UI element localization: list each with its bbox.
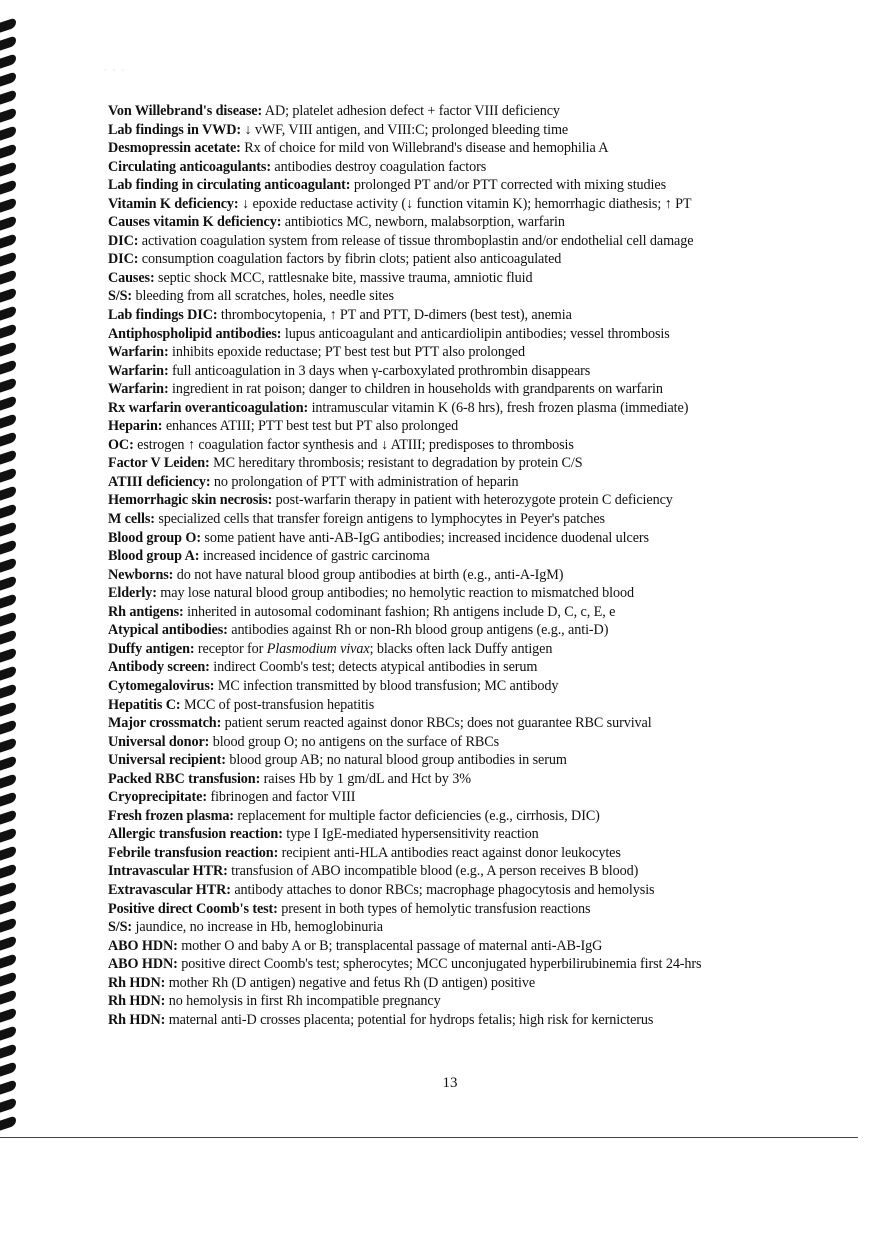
note-line: [108, 621, 808, 640]
binding-ring: [0, 1043, 16, 1058]
binding-ring: [0, 161, 16, 176]
note-line: [108, 788, 808, 807]
note-definition: MC infection transmitted by blood transfusion; MC antibody: [214, 677, 559, 694]
faint-mark: · · ·: [104, 66, 126, 75]
note-line: [108, 287, 808, 306]
note-term: Factor V Leiden:: [108, 455, 210, 472]
note-line: [108, 918, 808, 937]
note-line: [108, 974, 808, 993]
note-term: Warfarin:: [108, 362, 169, 379]
note-line: [108, 195, 808, 214]
note-line: [108, 121, 808, 140]
note-term: Hepatitis C:: [108, 696, 181, 713]
binding-ring: [0, 251, 16, 266]
note-line: [108, 399, 808, 418]
binding-ring: [0, 233, 16, 248]
note-line: [108, 900, 808, 919]
binding-ring: [0, 575, 16, 590]
binding-ring: [0, 683, 16, 698]
note-term: Rh HDN:: [108, 993, 166, 1010]
note-definition: septic shock MCC, rattlesnake bite, massive trauma, amniotic fluid: [154, 269, 533, 286]
note-definition: bleeding from all scratches, holes, needle sites: [132, 288, 394, 305]
note-line: [108, 751, 808, 770]
note-definition: full anticoagulation in 3 days when γ-carboxylated prothrombin disappears: [168, 362, 591, 379]
note-term: Major crossmatch:: [108, 715, 222, 732]
note-term: Hemorrhagic skin necrosis:: [108, 492, 273, 509]
note-line: [108, 491, 808, 510]
note-term: Lab finding in circulating anticoagulant:: [108, 177, 351, 194]
note-definition: blood group AB; no natural blood group antibodies in serum: [225, 752, 567, 769]
note-definition: consumption coagulation factors by fibrin clots; patient also anticoagulated: [138, 251, 562, 268]
note-term: Rh HDN:: [108, 974, 166, 991]
note-definition: MCC of post-transfusion hepatitis: [180, 696, 375, 713]
note-term: Elderly:: [108, 585, 157, 602]
binding-ring: [0, 1097, 16, 1112]
note-definition: post-warfarin therapy in patient with heterozygote protein C deficiency: [272, 492, 673, 509]
note-line: [108, 510, 808, 529]
note-term: Warfarin:: [108, 381, 169, 398]
note-definition: no prolongation of PTT with administration of heparin: [210, 473, 519, 490]
note-definition: Rx of choice for mild von Willebrand's disease and hemophilia A: [240, 140, 609, 157]
note-definition: inherited in autosomal codominant fashion; Rh antigens include D, C, c, E, e: [183, 603, 616, 620]
note-term: Intravascular HTR:: [108, 863, 228, 880]
note-definition: mother Rh (D antigen) negative and fetus Rh (D antigen) positive: [165, 974, 536, 991]
note-term: Allergic transfusion reaction:: [108, 826, 283, 843]
note-term: Warfarin:: [108, 344, 169, 361]
note-line: [108, 955, 808, 974]
note-term: Extravascular HTR:: [108, 881, 231, 898]
binding-ring: [0, 1007, 16, 1022]
note-line: [108, 1011, 808, 1030]
note-line: [108, 603, 808, 622]
note-definition: some patient have anti-AB-IgG antibodies; increased incidence duodenal ulcers: [200, 529, 649, 546]
note-term: Antibody screen:: [108, 659, 210, 676]
note-definition-italic: Plasmodium vivax: [266, 640, 370, 657]
note-line: [108, 696, 808, 715]
binding-ring: [0, 557, 16, 572]
note-term: Heparin:: [108, 418, 163, 435]
note-line: [108, 529, 808, 548]
binding-ring: [0, 989, 16, 1004]
note-line: [108, 677, 808, 696]
note-definition: antibiotics MC, newborn, malabsorption, warfarin: [281, 214, 565, 231]
binding-ring: [0, 125, 16, 140]
note-definition: positive direct Coomb's test; spherocytes; MCC unconjugated hyperbilirubinemia first 24-hrs: [177, 956, 702, 973]
binding-ring: [0, 773, 16, 788]
note-definition: transfusion of ABO incompatible blood (e.g., A person receives B blood): [227, 863, 639, 880]
note-definition: jaundice, no increase in Hb, hemoglobinuria: [132, 919, 383, 936]
note-line: [108, 807, 808, 826]
binding-ring: [0, 449, 16, 464]
binding-ring: [0, 485, 16, 500]
note-term: Causes vitamin K deficiency:: [108, 214, 282, 231]
note-term: Blood group O:: [108, 529, 201, 546]
note-definition: antibodies against Rh or non-Rh blood group antigens (e.g., anti-D): [227, 622, 609, 639]
note-line: [108, 844, 808, 863]
binding-ring: [0, 179, 16, 194]
note-definition: indirect Coomb's test; detects atypical antibodies in serum: [209, 659, 538, 676]
note-line: [108, 825, 808, 844]
note-line: [108, 714, 808, 733]
note-definition: ↓ vWF, VIII antigen, and VIII:C; prolonged bleeding time: [240, 121, 569, 138]
note-line: [108, 158, 808, 177]
binding-ring: [0, 629, 16, 644]
note-term: Vitamin K deficiency:: [108, 195, 239, 212]
binding-ring: [0, 611, 16, 626]
binding-ring: [0, 1115, 16, 1130]
note-definition: increased incidence of gastric carcinoma: [199, 548, 430, 565]
binding-ring: [0, 971, 16, 986]
binding-ring: [0, 701, 16, 716]
note-definition: antibodies destroy coagulation factors: [270, 158, 487, 175]
note-term: Rh HDN:: [108, 1011, 166, 1028]
binding-ring: [0, 287, 16, 302]
binding-ring: [0, 737, 16, 752]
binding-ring: [0, 107, 16, 122]
note-line: [108, 566, 808, 585]
note-term: Desmopressin acetate:: [108, 140, 241, 157]
binding-ring: [0, 269, 16, 284]
binding-ring: [0, 935, 16, 950]
binding-ring: [0, 791, 16, 806]
note-definition: do not have natural blood group antibodies at birth (e.g., anti-A-IgM): [173, 566, 564, 583]
note-term: Rh antigens:: [108, 603, 184, 620]
binding-ring: [0, 953, 16, 968]
note-definition: estrogen ↑ coagulation factor synthesis and ↓ ATIII; predisposes to thrombosis: [133, 436, 574, 453]
binding-ring: [0, 89, 16, 104]
page-number: 13: [442, 1075, 458, 1091]
note-term: ABO HDN:: [108, 956, 178, 973]
binding-ring: [0, 215, 16, 230]
note-line: [108, 139, 808, 158]
note-definition: activation coagulation system from release of tissue thromboplastin and/or endothelial cell damage: [138, 232, 694, 249]
note-term: Febrile transfusion reaction:: [108, 844, 279, 861]
note-term: DIC:: [108, 251, 139, 268]
note-line: [108, 232, 808, 251]
binding-ring: [0, 809, 16, 824]
note-line: [108, 640, 808, 659]
note-definition: enhances ATIII; PTT best test but PT also prolonged: [162, 418, 459, 435]
note-definition: antibody attaches to donor RBCs; macrophage phagocytosis and hemolysis: [230, 881, 655, 898]
binding-ring: [0, 305, 16, 320]
note-definition: fibrinogen and factor VIII: [207, 789, 356, 806]
binding-ring: [0, 395, 16, 410]
note-term: Cytomegalovirus:: [108, 677, 215, 694]
note-line: [108, 417, 808, 436]
note-definition: patient serum reacted against donor RBCs; does not guarantee RBC survival: [221, 715, 652, 732]
binding-ring: [0, 377, 16, 392]
note-line: [108, 102, 808, 121]
notes-list: [108, 102, 808, 1029]
note-term: Packed RBC transfusion:: [108, 770, 261, 787]
note-definition: raises Hb by 1 gm/dL and Hct by 3%: [260, 770, 471, 787]
binding-ring: [0, 539, 16, 554]
note-term: Universal donor:: [108, 733, 210, 750]
note-line: [108, 584, 808, 603]
note-line: [108, 473, 808, 492]
binding-ring: [0, 467, 16, 482]
note-line: [108, 733, 808, 752]
note-line: [108, 862, 808, 881]
binding-ring: [0, 827, 16, 842]
note-line: [108, 362, 808, 381]
binding-ring: [0, 917, 16, 932]
binding-ring: [0, 845, 16, 860]
note-term: Positive direct Coomb's test:: [108, 900, 278, 917]
binding-ring: [0, 521, 16, 536]
note-line: [108, 213, 808, 232]
note-term: Newborns:: [108, 566, 174, 583]
note-definition: inhibits epoxide reductase; PT best test but PTT also prolonged: [168, 344, 525, 361]
note-definition: blood group O; no antigens on the surface of RBCs: [209, 733, 500, 750]
note-term: S/S:: [108, 288, 133, 305]
note-term: Antiphospholipid antibodies:: [108, 325, 282, 342]
binding-ring: [0, 413, 16, 428]
note-term: Rx warfarin overanticoagulation:: [108, 399, 309, 416]
note-definition: thrombocytopenia, ↑ PT and PTT, D-dimers (best test), anemia: [217, 307, 572, 324]
note-definition: ingredient in rat poison; danger to children in households with grandparents on warfarin: [168, 381, 663, 398]
note-line: [108, 343, 808, 362]
note-term: Circulating anticoagulants:: [108, 158, 271, 175]
binding-ring: [0, 665, 16, 680]
binding-ring: [0, 53, 16, 68]
note-definition: receptor for: [194, 640, 267, 657]
binding-ring: [0, 431, 16, 446]
note-definition: prolonged PT and/or PTT corrected with mixing studies: [350, 177, 667, 194]
note-line: [108, 269, 808, 288]
note-line: [108, 380, 808, 399]
note-definition: MC hereditary thrombosis; resistant to degradation by protein C/S: [209, 455, 583, 472]
note-term: Lab findings in VWD:: [108, 121, 241, 138]
binding-ring: [0, 197, 16, 212]
binding-ring: [0, 647, 16, 662]
note-term: Cryoprecipitate:: [108, 789, 207, 806]
binding-ring: [0, 143, 16, 158]
binding-ring: [0, 863, 16, 878]
note-line: [108, 306, 808, 325]
note-term: Causes:: [108, 269, 155, 286]
note-line: [108, 881, 808, 900]
note-definition: type I IgE-mediated hypersensitivity reaction: [282, 826, 539, 843]
note-line: [108, 250, 808, 269]
binding-ring: [0, 719, 16, 734]
note-term: Duffy antigen:: [108, 640, 195, 657]
note-line: [108, 992, 808, 1011]
note-term: ATIII deficiency:: [108, 473, 211, 490]
note-definition: intramuscular vitamin K (6-8 hrs), fresh frozen plasma (immediate): [308, 399, 689, 416]
note-definition: AD; platelet adhesion defect + factor VIII deficiency: [262, 103, 560, 119]
note-definition: lupus anticoagulant and anticardiolipin antibodies; vessel thrombosis: [281, 325, 670, 342]
binding-ring: [0, 359, 16, 374]
binding-ring: [0, 323, 16, 338]
note-definition: may lose natural blood group antibodies; no hemolytic reaction to mismatched blood: [156, 585, 634, 602]
note-term: OC:: [108, 436, 134, 453]
binding-ring: [0, 503, 16, 518]
binding-ring: [0, 881, 16, 896]
note-definition: recipient anti-HLA antibodies react against donor leukocytes: [278, 844, 621, 861]
note-term: Fresh frozen plasma:: [108, 807, 234, 824]
note-term: Universal recipient:: [108, 752, 226, 769]
note-line: [108, 176, 808, 195]
note-definition: no hemolysis in first Rh incompatible pregnancy: [165, 993, 441, 1010]
note-line: [108, 658, 808, 677]
note-term: Atypical antibodies:: [108, 622, 228, 639]
note-term: M cells:: [108, 511, 155, 528]
binding-ring: [0, 35, 16, 50]
note-definition: maternal anti-D crosses placenta; potential for hydrops fetalis; high risk for kernicterus: [165, 1011, 654, 1028]
binding-ring: [0, 899, 16, 914]
binding-ring: [0, 1025, 16, 1040]
note-term: Blood group A:: [108, 548, 200, 565]
note-definition: present in both types of hemolytic transfusion reactions: [277, 900, 591, 917]
note-definition: mother O and baby A or B; transplacental passage of maternal anti-AB-IgG: [177, 937, 603, 954]
note-term: Von Willebrand's disease:: [108, 103, 263, 119]
note-line: [108, 770, 808, 789]
note-term: Lab findings DIC:: [108, 307, 218, 324]
spiral-binding: [0, 20, 22, 1140]
binding-ring: [0, 755, 16, 770]
note-term: DIC:: [108, 232, 139, 249]
binding-ring: [0, 17, 16, 32]
note-line: [108, 547, 808, 566]
note-definition: ↓ epoxide reductase activity (↓ function vitamin K); hemorrhagic diathesis; ↑ PT: [238, 195, 692, 212]
note-term: ABO HDN:: [108, 937, 178, 954]
binding-ring: [0, 71, 16, 86]
binding-ring: [0, 593, 16, 608]
note-definition: ; blacks often lack Duffy antigen: [369, 640, 553, 657]
note-line: [108, 436, 808, 455]
note-definition: replacement for multiple factor deficiencies (e.g., cirrhosis, DIC): [233, 807, 600, 824]
note-line: [108, 325, 808, 344]
note-term: S/S:: [108, 919, 133, 936]
note-definition: specialized cells that transfer foreign antigens to lymphocytes in Peyer's patches: [154, 511, 605, 528]
note-line: [108, 937, 808, 956]
note-line: [108, 454, 808, 473]
bottom-rule: [0, 1137, 858, 1138]
binding-ring: [0, 341, 16, 356]
